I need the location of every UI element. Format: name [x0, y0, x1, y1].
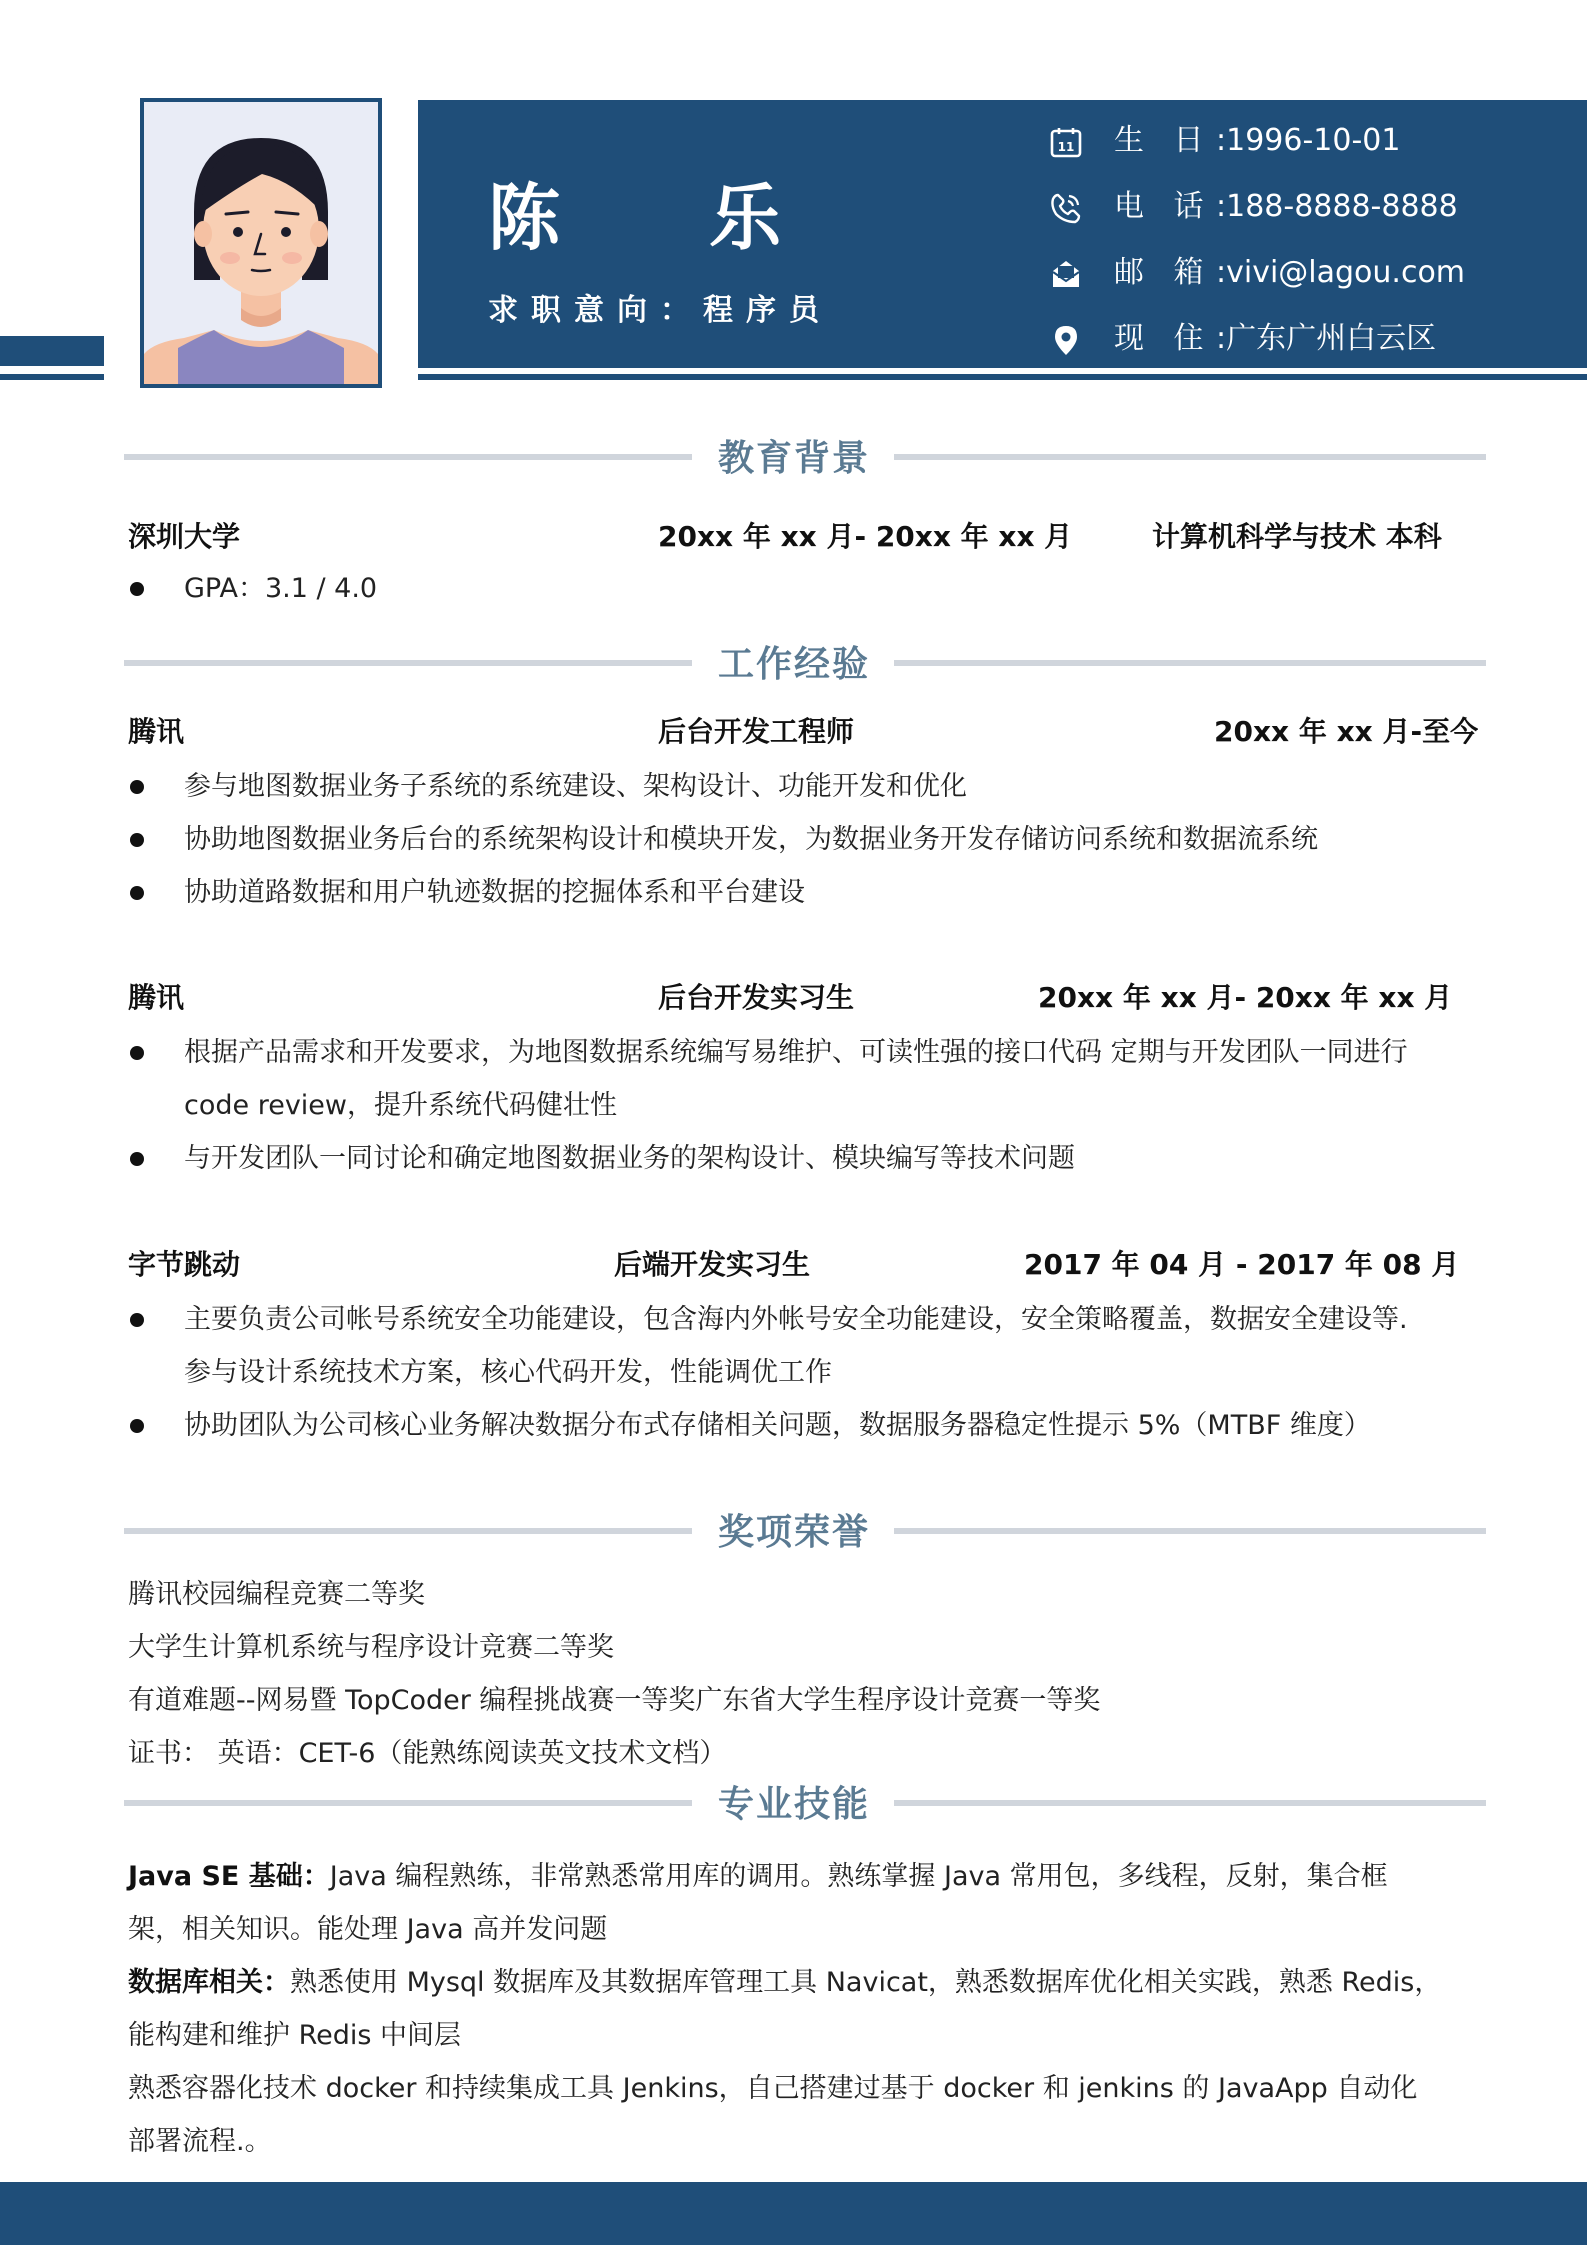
list-item — [128, 562, 1478, 615]
contact-label: 生 日 — [1114, 123, 1214, 158]
left-accent-bar — [0, 336, 104, 366]
bullet-dot — [130, 886, 144, 900]
section-header-awards — [124, 1508, 1486, 1558]
contact-value: :1996-10-01 — [1216, 123, 1401, 158]
avatar-illustration — [144, 102, 378, 384]
job-role: 后端开发实习生 — [614, 1248, 811, 1281]
contact-address — [1050, 316, 1570, 362]
bullet-text: 协助道路数据和用户轨迹数据的挖掘体系和平台建设 — [184, 877, 805, 908]
contact-phone — [1050, 184, 1570, 230]
contact-email — [1050, 250, 1570, 296]
bullet-dot — [130, 1046, 144, 1060]
job-role: 后台开发工程师 — [658, 715, 855, 748]
section-header-skills — [124, 1780, 1486, 1830]
bullet-text-continued: 参与设计系统技术方案，核心代码开发，性能调优工作 — [184, 1357, 832, 1388]
certificate-item: 证书： 英语：CET-6（能熟练阅读英文技术文档） — [128, 1738, 727, 1769]
skill-label: Java SE 基础： — [128, 1861, 330, 1892]
job-role: 后台开发实习生 — [658, 981, 855, 1014]
location-pin-icon — [1050, 324, 1082, 356]
bullet-text: 根据产品需求和开发要求，为地图数据系统编写易维护、可读性强的接口代码 定期与开发团队一同进行 — [184, 1037, 1408, 1068]
skill-label: 数据库相关： — [128, 1967, 290, 1998]
education-period: 20xx 年 xx 月- 20xx 年 xx 月 — [658, 520, 1073, 553]
contact-value: :vivi@lagou.com — [1216, 255, 1466, 290]
bullet-dot — [130, 1419, 144, 1433]
education-row — [128, 515, 1488, 559]
contact-label: 邮 箱 — [1114, 255, 1214, 290]
bullet-text: 与开发团队一同讨论和确定地图数据业务的架构设计、模块编写等技术问题 — [184, 1143, 1075, 1174]
bullet-text: 主要负责公司帐号系统安全功能建设，包含海内外帐号安全功能建设，安全策略覆盖，数据安全建设等. — [184, 1304, 1408, 1335]
list-item — [128, 1132, 1478, 1185]
header-underline — [418, 374, 1587, 380]
footer-bar — [0, 2182, 1587, 2245]
bullet-dot — [130, 582, 144, 596]
skill-text: Java 编程熟练，非常熟悉常用库的调用。熟练掌握 Java 常用包，多线程，反射，集合框 — [329, 1861, 1388, 1892]
job-period: 20xx 年 xx 月- 20xx 年 xx 月 — [1038, 981, 1453, 1014]
contact-label: 现 住 — [1114, 321, 1214, 356]
section-title: 专业技能 — [717, 1784, 870, 1825]
job-period: 2017 年 04 月 - 2017 年 08 月 — [1024, 1248, 1460, 1281]
mail-icon — [1050, 258, 1082, 290]
award-item: 有道难题--网易暨 TopCoder 编程挑战赛一等奖广东省大学生程序设计竞赛一等奖 — [128, 1685, 1101, 1716]
bullet-text-continued: code review，提升系统代码健壮性 — [184, 1090, 617, 1121]
award-item: 腾讯校园编程竞赛二等奖 — [128, 1579, 425, 1610]
award-item: 大学生计算机系统与程序设计竞赛二等奖 — [128, 1632, 614, 1663]
bullet-text: 参与地图数据业务子系统的系统建设、架构设计、功能开发和优化 — [184, 771, 967, 802]
skill-java-continued: 架，相关知识。能处理 Java 高并发问题 — [128, 1914, 608, 1945]
bullet-dot — [130, 780, 144, 794]
section-title: 工作经验 — [717, 644, 870, 685]
job-intent: 求职意向：程序员 — [488, 293, 832, 328]
school-name: 深圳大学 — [128, 520, 241, 553]
contact-value: :188-8888-8888 — [1216, 189, 1458, 224]
list-item — [128, 813, 1478, 866]
skill-docker-continued: 部署流程.。 — [128, 2126, 272, 2157]
list-item — [128, 1293, 1478, 1399]
skill-database — [128, 1956, 1508, 2009]
list-item — [128, 1026, 1478, 1132]
education-major: 计算机科学与技术 本科 — [1152, 520, 1442, 553]
contact-value: :广东广州白云区 — [1216, 321, 1437, 356]
bullet-dot — [130, 833, 144, 847]
section-title: 教育背景 — [717, 438, 870, 479]
job-header — [128, 1243, 1488, 1287]
job-header — [128, 976, 1488, 1020]
phone-icon — [1050, 192, 1082, 224]
list-item — [128, 866, 1478, 919]
skill-java — [128, 1850, 1508, 1903]
section-header-education — [124, 434, 1486, 484]
skill-docker: 熟悉容器化技术 docker 和持续集成工具 Jenkins，自己搭建过基于 docker 和 jenkins 的 JavaApp 自动化 — [128, 2073, 1418, 2104]
section-header-work — [124, 640, 1486, 690]
company-name: 字节跳动 — [128, 1248, 241, 1281]
contact-birthday — [1050, 118, 1570, 164]
bullet-text: 协助团队为公司核心业务解决数据分布式存储相关问题，数据服务器稳定性提示 5%（MTBF 维度） — [184, 1410, 1371, 1441]
skill-text: 熟悉使用 Mysql 数据库及其数据库管理工具 Navicat，熟悉数据库优化相关实践，熟悉 Redis， — [290, 1967, 1442, 1998]
left-accent-line — [0, 374, 104, 380]
list-item — [128, 760, 1478, 813]
candidate-name: 陈 乐 — [488, 176, 844, 260]
contact-label: 电 话 — [1114, 189, 1214, 224]
company-name: 腾讯 — [128, 715, 185, 748]
skill-database-continued: 能构建和维护 Redis 中间层 — [128, 2020, 462, 2051]
calendar-day: 11 — [1057, 140, 1075, 154]
bullet-text: 协助地图数据业务后台的系统架构设计和模块开发，为数据业务开发存储访问系统和数据流系统 — [184, 824, 1318, 855]
section-title: 奖项荣誉 — [717, 1512, 870, 1553]
list-item — [128, 1399, 1478, 1452]
calendar-icon — [1050, 126, 1082, 158]
gpa-text: GPA：3.1 / 4.0 — [184, 573, 378, 604]
bullet-dot — [130, 1313, 144, 1327]
bullet-dot — [130, 1152, 144, 1166]
job-period: 20xx 年 xx 月-至今 — [1214, 715, 1479, 748]
company-name: 腾讯 — [128, 981, 185, 1014]
avatar — [140, 98, 382, 388]
job-header — [128, 710, 1488, 754]
